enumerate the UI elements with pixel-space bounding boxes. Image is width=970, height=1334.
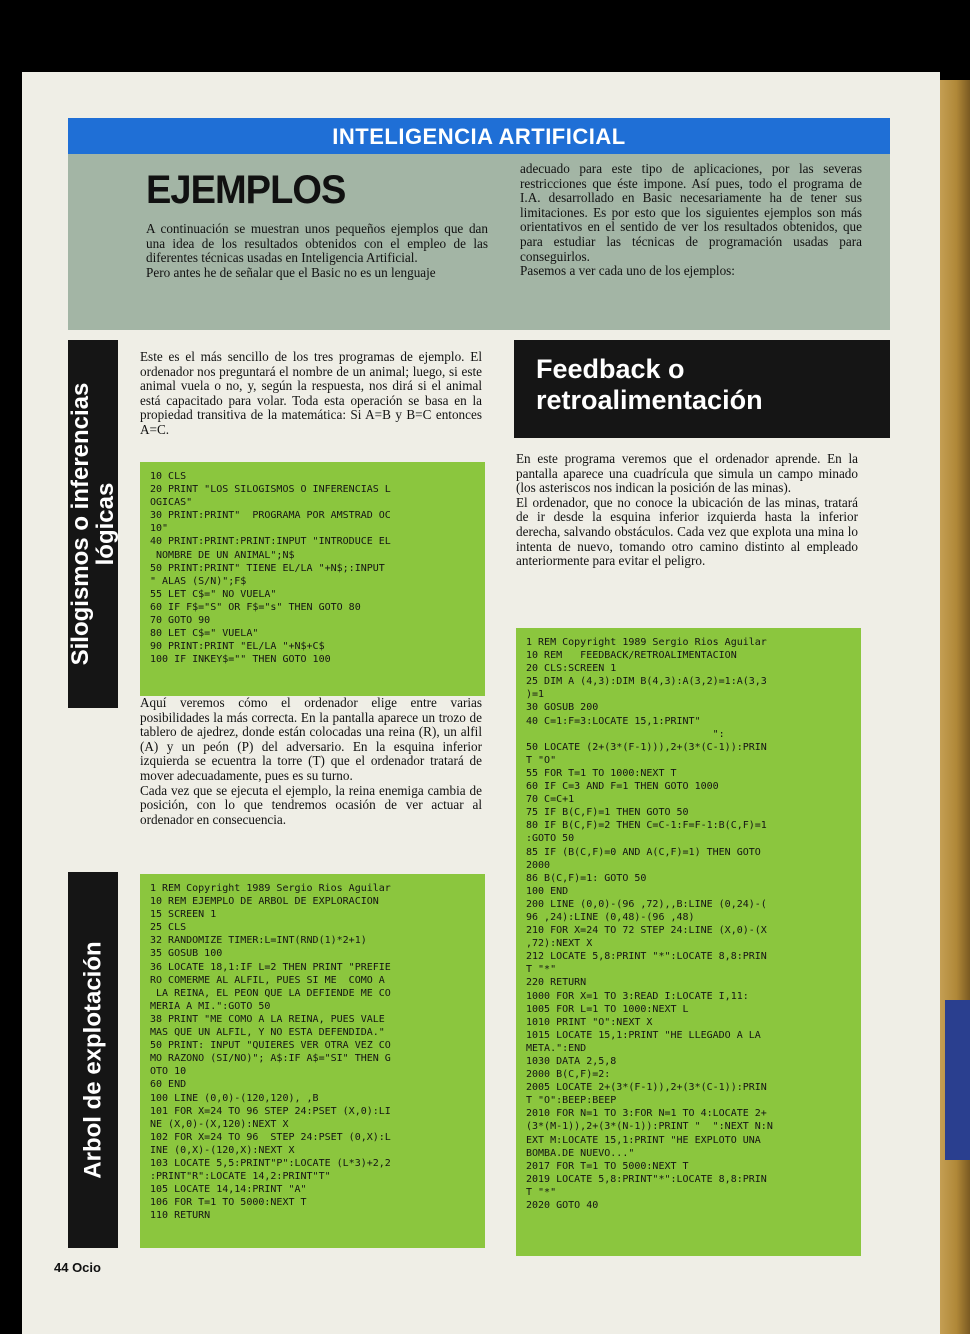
code-line: 1005 FOR L=1 TO 1000:NEXT L (526, 1003, 689, 1015)
side-bar-arbol (68, 872, 118, 1248)
code-line: 10 REM EJEMPLO DE ARBOL DE EXPLORACION (150, 896, 379, 908)
code-line: )=1 (526, 689, 545, 701)
code-line: 55 FOR T=1 TO 1000:NEXT T (526, 767, 677, 779)
code-line: MERIA A MI.":GOTO 50 (150, 1000, 271, 1012)
feedback-heading: Feedback o retroalimentación (514, 340, 890, 438)
code-line: 30 GOSUB 200 (526, 702, 599, 714)
code-listing-feedback (516, 628, 861, 1256)
code-line: 100 LINE (0,0)-(120,120), ,B (150, 1092, 319, 1104)
code-line: 60 END (150, 1079, 187, 1091)
code-line: 212 LOCATE 5,8:PRINT "*":LOCATE 8,8:PRIN (526, 951, 767, 963)
code-line: 2019 LOCATE 5,8:PRINT"*":LOCATE 8,8:PRIN (526, 1173, 767, 1185)
code-line: 100 END (526, 885, 569, 897)
code-line: 10" (150, 523, 169, 535)
code-line: NOMBRE DE UN ANIMAL";N$ (150, 549, 295, 561)
code-line: ": (526, 728, 725, 740)
code-line: 110 RETURN (150, 1210, 211, 1222)
code-line: 80 LET C$=" VUELA" (150, 628, 259, 640)
code-line: 75 IF B(C,F)=1 THEN GOTO 50 (526, 807, 689, 819)
code-line: 25 CLS (150, 922, 187, 934)
code-line: ,72):NEXT X (526, 938, 593, 950)
code-line: 1000 FOR X=1 TO 3:READ I:LOCATE I,11: (526, 990, 749, 1002)
code-line: 103 LOCATE 5,5:PRINT"P":LOCATE (L*3)+2,2 (150, 1157, 391, 1169)
feedback-description: En este programa veremos que el ordenador aprende. En la pantalla aparece una cuadrícula que simula un campo minado (los asteriscos nos indican la posición de las minas). El ordenador, que no conoce la ubicación de las minas, tratará de ir desde la esquina inferior izquierda hasta la inferior derecha, salvando obstáculos. Cada vez que explota una mina lo intenta de nuevo, tomando otro camino distinto al empleado anteriormente para evitar el peligro. (516, 451, 858, 569)
code-line: 2010 FOR N=1 TO 3:FOR N=1 TO 4:LOCATE 2+ (526, 1108, 767, 1120)
code-line: 100 IF INKEY$="" THEN GOTO 100 (150, 654, 331, 666)
code-line: 105 LOCATE 14,14:PRINT "A" (150, 1184, 307, 1196)
code-line: 20 CLS:SCREEN 1 (526, 663, 617, 675)
code-line: 2000 (526, 859, 551, 871)
arbol-description: Aquí veremos cómo el ordenador elige entre varias posibilidades la más correcta. En la pantalla aparece un trozo de tablero de ajedrez, donde están colocadas una reina (R), un alfil (A) y un peón (P) del adversario. En la esquina inferior izquierda se ecuentra la torre (T) que el ordenador tratará de mover adecuadamente, pues es su turno. Cada vez que se ejecuta el ejemplo, la reina enemiga cambia de posición, con lo que tendremos ocasión de ver actuar al ordenador en consecuencia. (140, 695, 482, 827)
code-line: EXT M:LOCATE 15,1:PRINT "HE EXPLOTO UNA (526, 1134, 761, 1146)
code-line: 40 PRINT:PRINT:PRINT:INPUT "INTRODUCE EL (150, 536, 391, 548)
code-line: MO RAZONO (SI/NO)"; A$:IF A$="SI" THEN G (150, 1053, 391, 1065)
code-line: 1 REM Copyright 1989 Sergio Rios Aguilar (526, 637, 767, 648)
code-line: OTO 10 (150, 1066, 187, 1078)
code-line: T "O":BEEP:BEEP (526, 1095, 617, 1107)
code-line: 220 RETURN (526, 977, 587, 989)
section-banner: INTELIGENCIA ARTIFICIAL (68, 118, 890, 154)
code-line: 2017 FOR T=1 TO 5000:NEXT T (526, 1160, 689, 1172)
code-line: 86 B(C,F)=1: GOTO 50 (526, 872, 647, 884)
code-line: 10 REM FEEDBACK/RETROALIMENTACION (526, 650, 737, 662)
code-line: 96 ,24):LINE (0,48)-(96 ,48) (526, 911, 695, 923)
intro-text-left: A continuación se muestran unos pequeños ejemplos que dan una idea de los resultados obtenidos con el empleo de las diferentes técnicas usadas en Inteligencia Artificial. Pero antes he de señalar que el Basic no es un lenguaje (146, 221, 488, 280)
code-line: T "*" (526, 964, 557, 976)
code-line: 50 LOCATE (2+(3*(F-1))),2+(3*(C-1)):PRIN (526, 741, 767, 753)
code-line: 70 GOTO 90 (150, 615, 211, 627)
magazine-page (22, 72, 940, 1334)
code-line: NE (X,0)-(X,120):NEXT X (150, 1118, 289, 1130)
code-line: MAS QUE UN ALFIL, Y NO ESTA DEFENDIDA." (150, 1027, 385, 1039)
code-listing-silogismos (140, 462, 485, 696)
side-label-silogismos: Silogismos o inferencias lógicas (67, 382, 119, 666)
side-label-arbol: Arbol de explotación (79, 941, 107, 1179)
code-line: 106 FOR T=1 TO 5000:NEXT T (150, 1197, 307, 1209)
code-line: 1010 PRINT "O":NEXT X (526, 1016, 653, 1028)
intro-title: EJEMPLOS (146, 168, 346, 212)
code-line: BOMBA.DE NUEVO..." (526, 1147, 635, 1159)
code-line: 20 PRINT "LOS SILOGISMOS O INFERENCIAS L (150, 484, 391, 496)
code-line: :GOTO 50 (526, 833, 575, 845)
code-line: 200 LINE (0,0)-(96 ,72),,B:LINE (0,24)-( (526, 898, 767, 910)
code-line: 85 IF (B(C,F)=0 AND A(C,F)=1) THEN GOTO (526, 846, 761, 858)
spine-color-patch (945, 1000, 970, 1160)
code-line: 35 GOSUB 100 (150, 948, 223, 960)
page-folio: 44 Ocio (54, 1260, 101, 1275)
code-line: 2005 LOCATE 2+(3*(F-1)),2+(3*(C-1)):PRIN (526, 1082, 767, 1094)
code-line: INE (0,X)-(120,X):NEXT X (150, 1144, 295, 1156)
code-line: 36 LOCATE 18,1:IF L=2 THEN PRINT "PREFIE (150, 961, 391, 973)
code-listing-arbol (140, 874, 485, 1248)
code-line: 50 PRINT:PRINT" TIENE EL/LA "+N$;:INPUT (150, 562, 385, 574)
code-line: 70 C=C+1 (526, 794, 575, 806)
code-line: OGICAS" (150, 497, 193, 509)
code-line: RO COMERME AL ALFIL, PUES SI ME COMO A (150, 974, 385, 986)
side-bar-silogismos (68, 340, 118, 708)
code-line: T "O" (526, 754, 557, 766)
code-line: 2000 B(C,F)=2: (526, 1069, 611, 1081)
code-line: 32 RANDOMIZE TIMER:L=INT(RND(1)*2+1) (150, 935, 367, 947)
code-line: META.":END (526, 1042, 587, 1054)
code-line: " ALAS (S/N)";F$ (150, 575, 247, 587)
code-line: :PRINT"R":LOCATE 14,2:PRINT"T" (150, 1171, 331, 1183)
intro-text-right: adecuado para este tipo de aplicaciones, por las severas restricciones que éste impone. Así pues, todo el programa de I.A. desarrollado en Basic necesariamente ha de tener sus limitaciones. Es por esto que los siguientes ejemplos son más orientativos en el sentido de ver los resultados obtenidos, que para estudiar las técnicas de programación usadas para conseguirlos. Pasemos a ver cada uno de los ejemplos: (520, 161, 862, 279)
intro-box (68, 154, 890, 330)
code-line: 60 IF C=3 AND F=1 THEN GOTO 1000 (526, 781, 719, 793)
code-line: 10 CLS (150, 471, 187, 482)
code-line: 40 C=1:F=3:LOCATE 15,1:PRINT" (526, 715, 701, 727)
code-line: (3*(M-1)),2+(3*(N-1)):PRINT " ":NEXT N:N (526, 1121, 773, 1133)
code-line: 55 LET C$=" NO VUELA" (150, 588, 277, 600)
code-line: 80 IF B(C,F)=2 THEN C=C-1:F=F-1:B(C,F)=1 (526, 820, 767, 832)
code-line: 60 IF F$="S" OR F$="s" THEN GOTO 80 (150, 601, 361, 613)
code-line: 1015 LOCATE 15,1:PRINT "HE LLEGADO A LA (526, 1029, 761, 1041)
code-line: 50 PRINT: INPUT "QUIERES VER OTRA VEZ CO (150, 1040, 391, 1052)
code-line: 25 DIM A (4,3):DIM B(4,3):A(3,2)=1:A(3,3 (526, 676, 767, 688)
code-line: 1 REM Copyright 1989 Sergio Rios Aguilar (150, 883, 391, 894)
code-line: 90 PRINT:PRINT "EL/LA "+N$+C$ (150, 641, 325, 653)
silogismos-description: Este es el más sencillo de los tres programas de ejemplo. El ordenador nos preguntará el nombre de un animal; luego, si este animal vuela o no, y, según la respuesta, nos dirá si el animal está capacitado para volar. Toda esta operación se basa en la propiedad transitiva de la matemática: Si A=B y B=C entonces A=C. (140, 349, 482, 437)
code-line: 101 FOR X=24 TO 96 STEP 24:PSET (X,0):LI (150, 1105, 391, 1117)
code-line: 38 PRINT "ME COMO A LA REINA, PUES VALE (150, 1013, 385, 1025)
code-line: LA REINA, EL PEON QUE LA DEFIENDE ME CO (150, 987, 391, 999)
code-line: T "*" (526, 1186, 557, 1198)
code-line: 102 FOR X=24 TO 96 STEP 24:PSET (0,X):L (150, 1131, 391, 1143)
code-line: 1030 DATA 2,5,8 (526, 1056, 617, 1067)
code-line: 30 PRINT:PRINT" PROGRAMA POR AMSTRAD OC (150, 510, 391, 522)
code-line: 210 FOR X=24 TO 72 STEP 24:LINE (X,0)-(X (526, 925, 767, 937)
code-line: 15 SCREEN 1 (150, 909, 217, 921)
code-line: 2020 GOTO 40 (526, 1200, 599, 1212)
